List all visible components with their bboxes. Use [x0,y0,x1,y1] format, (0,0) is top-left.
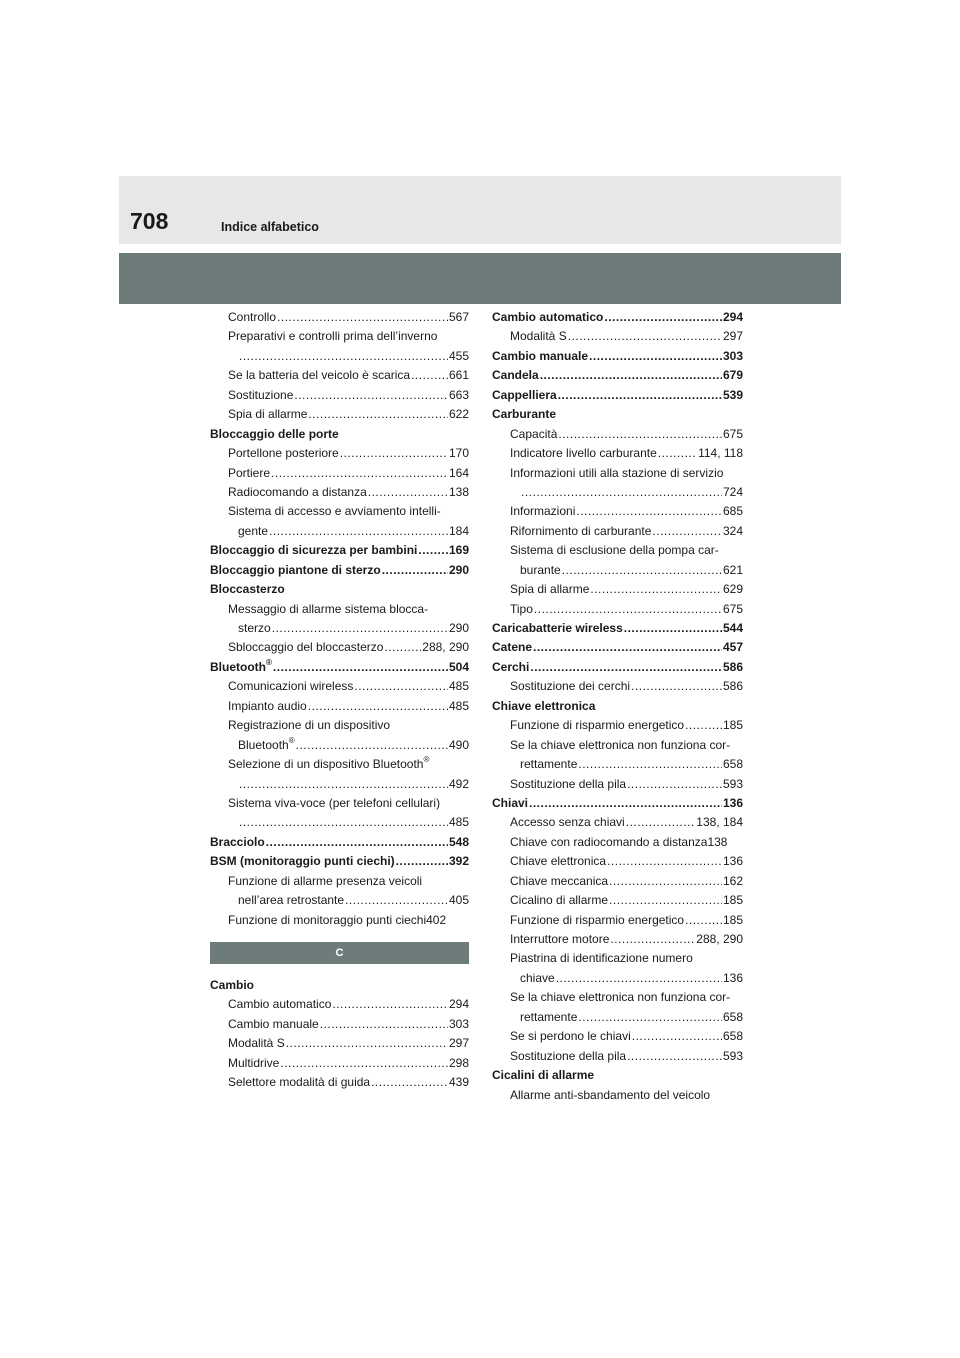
index-entry [210,1054,469,1073]
page-reference: 290 [448,562,469,577]
index-entry [210,995,469,1014]
leader-dots [558,386,722,405]
index-entry [492,833,743,852]
page-reference: 138, 184 [696,815,743,830]
index-entry [492,755,743,774]
page-reference: 184 [448,523,469,538]
leader-dots [286,1034,448,1053]
index-entry-text: Caricabatterie wireless [492,621,623,635]
page-reference: 288, 290 [696,932,743,946]
index-entry [210,308,469,327]
leader-dots [627,775,722,794]
index-entry-text: Sbloccaggio del bloccasterzo [228,640,384,655]
index-entry [492,366,743,385]
index-entry [492,852,743,871]
index-entry [210,619,469,638]
index-entry-text: rettamente [520,1009,578,1024]
index-entry-text: Radiocomando a distanza [228,484,367,499]
index-entry [492,813,743,832]
index-entry [492,327,743,346]
index-entry-text: Chiave elettronica [510,854,607,869]
index-entry [492,522,743,541]
index-entry-text: Sistema di esclusione della pompa car- [510,543,719,558]
index-entry-text: Impianto audio [228,698,307,713]
page-reference: 492 [448,776,469,791]
index-entry-text: Spia di allarme [510,582,590,597]
index-entry [492,425,743,444]
leader-dots [371,1073,448,1092]
index-column-left [210,308,469,1093]
page-reference: 485 [448,815,469,830]
page-reference: 455 [448,348,469,363]
index-entry-text: Cambio manuale [492,348,589,363]
leader-dots [568,327,722,346]
page-reference: 629 [722,582,743,597]
index-entry-text: Portellone posteriore [228,446,339,461]
page-reference: 490 [448,737,469,752]
index-entry [210,1015,469,1034]
leader-dots [340,444,448,463]
index-entry [210,483,469,502]
leader-dots [418,541,448,560]
leader-dots [607,852,722,871]
page-reference: 136 [722,854,743,869]
page-reference: 544 [722,621,743,635]
index-entry-text: Chiavi [492,795,529,810]
leader-dots [627,1047,722,1066]
leader-dots [589,347,722,366]
index-entry-text: Preparativi e controlli prima dell’inverno [228,329,438,344]
index-entry [492,949,743,968]
page-reference: 136 [722,795,743,810]
index-entry [492,541,743,560]
index-entry-text: Tipo [510,601,533,616]
index-entry [492,502,743,521]
index-entry-text: Bluetooth® [210,657,272,674]
index-entry-text: Sostituzione della pila [510,1048,627,1063]
index-entry-text: Multidrive [228,1055,280,1070]
index-entry [210,794,469,813]
index-entry-text: Selezione di un dispositivo Bluetooth® [228,755,430,772]
index-entry-text: Bluetooth® [238,735,295,752]
index-entry-text: Bloccaggio di sicurezza per bambini [210,543,418,558]
index-entry [210,425,469,444]
index-entry [210,736,469,755]
section-header-c: C [210,942,469,964]
index-entry-text: Chiave con radiocomando a distanza138 [510,834,728,849]
leader-dots [624,619,722,638]
registered-mark: ® [423,755,430,765]
index-entry-text: Funzione di allarme presenza veicoli [228,873,423,888]
index-entry [492,1027,743,1046]
page-reference: 136 [722,970,743,985]
page-reference: 303 [722,348,743,363]
index-entry-text: Sostituzione [228,387,294,402]
index-entry [210,464,469,483]
index-entry-text: Controllo [228,310,277,324]
leader-dots [269,522,448,541]
leader-dots [345,891,448,910]
leader-dots [266,833,448,852]
leader-dots [652,522,722,541]
index-entry [492,386,743,405]
page-reference: 185 [722,718,743,733]
index-entry [210,813,469,832]
page-reference: 290 [448,621,469,635]
index-entry [210,911,469,930]
index-entry-text: chiave [520,970,555,985]
page-reference: 169 [448,543,469,558]
index-entry-text: Indicatore livello carburante [510,446,657,461]
leader-dots [521,483,722,502]
index-entry-text: nell’area retrostante [238,893,345,908]
index-entry [210,347,469,366]
page-reference: 439 [448,1075,469,1090]
leader-dots [239,775,448,794]
page-reference: 593 [722,1048,743,1063]
index-entry [492,794,743,813]
leader-dots [411,366,448,385]
index-entry [492,561,743,580]
index-entry-text: Carburante [492,407,557,422]
leader-dots [590,580,722,599]
page-reference: 298 [448,1055,469,1070]
index-entry-text: Interruttore motore [510,932,610,946]
index-entry [492,580,743,599]
index-entry-text: Cicalino di allarme [510,893,609,908]
leader-dots [271,464,448,483]
index-entry [492,619,743,638]
index-entry [210,541,469,560]
index-entry [492,638,743,657]
leader-dots [396,852,448,871]
index-list-left [210,308,469,930]
index-entry-text: Cambio automatico [492,310,604,324]
index-entry [492,911,743,930]
index-entry-text: rettamente [520,757,578,772]
index-entry [210,775,469,794]
index-entry [210,327,469,346]
page-reference: 593 [722,776,743,791]
index-entry [492,891,743,910]
leader-dots [632,1027,722,1046]
leader-dots [558,425,722,444]
index-entry-text: Sistema viva-voce (per telefoni cellulari) [228,795,441,810]
leader-dots [685,911,722,930]
index-entry-text: gente [238,523,269,538]
index-entry-text: Sistema di accesso e avviamento intelli- [228,504,441,519]
page-reference: 114, 118 [698,446,743,461]
page-reference: 679 [722,368,743,383]
index-entry-text: Se la chiave elettronica non funziona cor- [510,737,731,752]
index-entry-text: sterzo [238,621,271,635]
page-reference: 185 [722,912,743,927]
index-entry-text: Allarme anti-sbandamento del veicolo [510,1087,711,1102]
page-reference: 288, 290 [422,640,469,655]
index-entry [492,347,743,366]
index-entry-text: Cambio manuale [228,1016,319,1031]
leader-dots [533,638,722,657]
index-entry-text: Cerchi [492,659,530,674]
index-entry [210,386,469,405]
leader-dots [384,638,421,657]
leader-dots [382,561,448,580]
leader-dots [308,405,448,424]
index-entry [210,716,469,735]
page-reference: 297 [448,1036,469,1051]
registered-mark: ® [288,735,295,745]
page-reference: 661 [448,368,469,383]
leader-dots [631,677,722,696]
index-entry-text: Comunicazioni wireless [228,679,354,694]
leader-dots [556,969,722,988]
page-reference: 567 [448,310,469,324]
page-reference: 485 [448,679,469,694]
index-entry-text: Modalità S [510,329,567,344]
index-entry [210,502,469,521]
page-reference: 586 [722,659,743,674]
index-entry [492,736,743,755]
index-entry [210,658,469,677]
index-list-c [210,976,469,1093]
index-entry-text: Messaggio di allarme sistema blocca- [228,601,429,616]
page-reference: 658 [722,757,743,772]
page-reference: 392 [448,854,469,869]
leader-dots [578,1008,722,1027]
page-reference: 504 [448,659,469,674]
page-reference: 164 [448,465,469,480]
index-entry [492,697,743,716]
index-entry [210,697,469,716]
leader-dots [239,347,448,366]
index-entry [492,1047,743,1066]
index-entry [492,405,743,424]
index-entry-text: Chiave elettronica [492,698,596,713]
page-reference: 294 [448,997,469,1012]
leader-dots [576,502,722,521]
leader-dots [368,483,448,502]
index-entry [492,930,743,949]
leader-dots [308,697,448,716]
index-entry [492,600,743,619]
leader-dots [239,813,448,832]
index-entry-text: Cambio automatico [228,997,332,1012]
leader-dots [685,716,722,735]
index-entry [210,600,469,619]
index-entry [492,308,743,327]
index-entry [492,444,743,463]
index-entry [492,1066,743,1085]
leader-dots [296,736,448,755]
index-entry [492,775,743,794]
index-entry-text: Bloccaggio delle porte [210,426,339,441]
index-entry [492,1008,743,1027]
page-reference: 324 [722,523,743,538]
page-reference: 548 [448,834,469,849]
index-entry-text: Catene [492,640,533,655]
page-reference: 303 [448,1016,469,1031]
index-entry-text: Modalità S [228,1036,285,1051]
index-entry-text: Capacità [510,426,558,441]
index-entry [492,658,743,677]
registered-mark: ® [266,657,272,667]
page-number: 708 [130,208,169,234]
leader-dots [578,755,722,774]
index-entry-text: Informazioni utili alla stazione di servizio [510,465,724,480]
index-entry [210,891,469,910]
index-entry-text: Funzione di monitoraggio punti ciechi402 [228,912,447,927]
index-entry [210,366,469,385]
index-entry [492,988,743,1007]
page-reference: 663 [448,387,469,402]
index-entry [210,1073,469,1092]
index-entry [210,755,469,774]
page-reference: 675 [722,426,743,441]
header-band [119,253,841,304]
page-reference: 539 [722,387,743,402]
index-entry [210,852,469,871]
index-entry-text: Chiave meccanica [510,873,609,888]
page-reference: 294 [722,310,743,324]
index-entry [492,464,743,483]
index-entry-text: Bloccasterzo [210,582,285,597]
index-entry-text: Spia di allarme [228,407,308,422]
index-entry-text: Se si perdono le chiavi [510,1029,631,1044]
index-entry-text: Cambio [210,978,255,992]
index-entry [210,561,469,580]
index-list-right [492,308,743,1105]
index-entry-text: Funzione di risparmio energetico [510,718,685,733]
index-entry [492,969,743,988]
index-entry-text: Se la batteria del veicolo è scarica [228,368,411,383]
page-title: Indice alfabetico [221,220,319,234]
index-entry [210,522,469,541]
index-entry [210,405,469,424]
index-entry [492,716,743,735]
index-entry [492,483,743,502]
leader-dots [529,794,722,813]
leader-dots [277,308,448,327]
index-entry-text: Bloccaggio piantone di sterzo [210,562,381,577]
index-entry-text: Selettore modalità di guida [228,1075,371,1090]
index-entry [210,976,469,995]
page-reference: 675 [722,601,743,616]
leader-dots [294,386,448,405]
index-entry-text: Sostituzione della pila [510,776,627,791]
leader-dots [320,1015,448,1034]
leader-dots [604,308,722,327]
leader-dots [562,561,722,580]
index-entry [492,677,743,696]
page-reference: 457 [722,640,743,655]
leader-dots [540,366,722,385]
index-entry [492,872,743,891]
index-entry-text: Cicalini di allarme [492,1068,595,1083]
index-entry-text: Cappelliera [492,387,557,402]
index-entry-text: Informazioni [510,504,576,519]
page-reference: 405 [448,893,469,908]
leader-dots [626,813,696,832]
index-entry [210,677,469,696]
leader-dots [610,930,695,949]
index-entry [210,833,469,852]
page-reference: 685 [722,504,743,519]
page-reference: 621 [722,562,743,577]
index-column-right [492,308,743,1105]
page-reference: 138 [448,484,469,499]
index-entry [210,872,469,891]
page-reference: 658 [722,1009,743,1024]
page-reference: 586 [722,679,743,694]
index-entry-text: Funzione di risparmio energetico [510,912,685,927]
page-reference: 170 [448,446,469,461]
index-entry [210,444,469,463]
index-entry [210,1034,469,1053]
page-reference: 185 [722,893,743,908]
page-reference: 724 [722,484,743,499]
leader-dots [280,1054,448,1073]
index-entry-text: Registrazione di un dispositivo [228,718,391,733]
index-entry-text: Se la chiave elettronica non funziona cor- [510,990,731,1005]
leader-dots [354,677,448,696]
index-entry-text: Accesso senza chiavi [510,815,625,830]
index-entry-text: burante [520,562,561,577]
leader-dots [609,891,722,910]
index-entry-text: Bracciolo [210,834,265,849]
page-reference: 297 [722,329,743,344]
leader-dots [272,619,448,638]
index-entry [210,638,469,657]
leader-dots [658,444,697,463]
index-entry-text: Rifornimento di carburante [510,523,652,538]
page-reference: 162 [722,873,743,888]
page-reference: 658 [722,1029,743,1044]
index-entry [492,1086,743,1105]
leader-dots [332,995,448,1014]
leader-dots [273,658,448,677]
index-entry-text: Sostituzione dei cerchi [510,679,631,694]
index-entry-text: Portiere [228,465,271,480]
leader-dots [534,600,722,619]
index-entry-text: Piastrina di identificazione numero [510,951,693,966]
page-reference: 622 [448,407,469,422]
index-entry-text: Candela [492,368,539,383]
page-reference: 485 [448,698,469,713]
index-entry [210,580,469,599]
leader-dots [609,872,722,891]
leader-dots [530,658,722,677]
index-entry-text: BSM (monitoraggio punti ciechi) [210,854,395,869]
